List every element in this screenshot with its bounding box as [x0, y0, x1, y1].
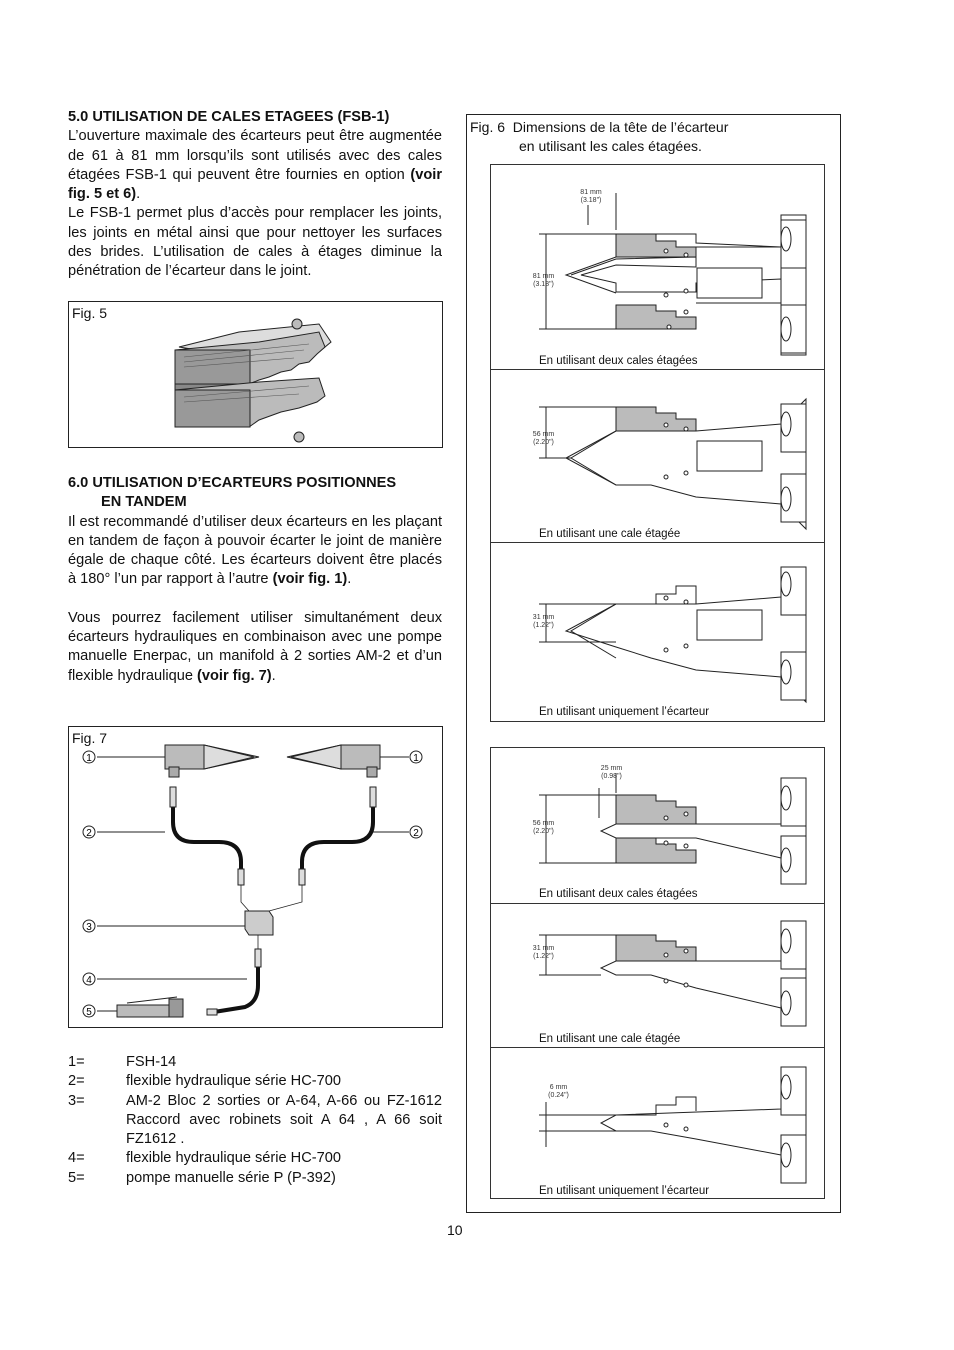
dim-top: 25 mm (0.98"): [600, 765, 623, 780]
section6-paragraph2: Vous pourrez facilement utiliser simultanément deux écarteurs hydrauliques en combinaison avec une pompe manuelle Enerpac, un manifold à 2 sorties AM-2 et d’un flexible hydraulique (voir fig. 7).: [68, 609, 442, 684]
left-column: [68, 108, 442, 282]
dim-side: 31 mm (1.22"): [532, 945, 555, 960]
fig6-panel: [491, 903, 824, 1048]
fig6-group1: [490, 164, 825, 722]
step-block-illustration: [69, 302, 444, 449]
panel-caption: En utilisant une cale étagée: [539, 1033, 681, 1045]
fig7-legend: [68, 1053, 442, 1188]
section5-paragraph1: L’ouverture maximale des écarteurs peut être augmentée de 61 à 81 mm lorsqu’ils sont utilisés avec des cales étagées FSB-1 qui peuvent être fournies en option (voir fig. 5 et 6).: [68, 128, 442, 203]
section5-heading: 5.0 UTILISATION DE CALES ETAGEES (FSB-1): [68, 109, 390, 125]
legend-item: 3= AM-2 Bloc 2 sorties or A-64, A-66 ou FZ-1612 Raccord avec robinets soit A 64 , A 66 soit FZ1612 .: [68, 1092, 442, 1148]
fig6-group2: [490, 747, 825, 1199]
dim-side: 56 mm (2.20"): [532, 820, 555, 835]
fig6-panel: [491, 165, 824, 370]
dim-side: 31 mm (1.22"): [532, 614, 555, 629]
figure-5-label: Fig. 5: [72, 305, 108, 321]
fig6-panel: [491, 542, 824, 721]
figure-7-label: Fig. 7: [72, 730, 108, 746]
legend-item: 1= FSH-14: [68, 1054, 177, 1070]
callout-2-left: 2: [86, 828, 92, 839]
callout-2-right: 2: [413, 828, 419, 839]
spreader-head-no-shim: [491, 542, 824, 721]
legend-item: 2= flexible hydraulique série HC-700: [68, 1073, 341, 1090]
callout-3: 3: [86, 922, 92, 933]
panel-caption: En utilisant deux cales étagées: [539, 355, 698, 367]
fig-reference: (voir fig. 1): [272, 571, 348, 588]
dim-top: 81 mm (3.18"): [580, 189, 602, 204]
fig-reference: (voir fig. 7): [197, 667, 272, 684]
panel-caption: En utilisant uniquement l’écarteur: [539, 1185, 710, 1197]
figure-7: [68, 726, 443, 1028]
spreader-head-one-shim: [491, 369, 824, 542]
figure-5: [68, 301, 443, 448]
callout-4: 4: [86, 975, 92, 986]
dim-side: 56 mm (2.20"): [532, 431, 555, 446]
panel-caption: En utilisant une cale étagée: [539, 528, 681, 540]
panel-caption: En utilisant deux cales étagées: [539, 888, 698, 900]
fig6-panel: [491, 748, 824, 904]
section6-heading: 6.0 UTILISATION D’ECARTEURS POSITIONNES EN TANDEM: [68, 475, 397, 511]
dim-side: 81 mm (3.18"): [532, 273, 555, 288]
spreader-head-two-shims: [491, 165, 824, 369]
legend-item: 5= pompe manuelle série P (P-392): [68, 1169, 336, 1186]
section6: [68, 474, 442, 686]
page-number: 10: [447, 1222, 463, 1238]
section6-paragraph1: Il est recommandé d’utiliser deux écarteurs en les plaçant en tandem de façon à pouvoir écarter le joint de manière égale de chaque côté. Les écarteurs doivent être placés à 180° l’un par rapport à l’autre (voir fig. 1).: [68, 513, 442, 588]
spreader-head-no-shim-closed: [491, 1047, 824, 1198]
callout-5: 5: [86, 1007, 92, 1018]
dim-top: 6 mm (0.24"): [548, 1084, 569, 1099]
legend-item: 4= flexible hydraulique série HC-700: [68, 1150, 341, 1167]
panel-caption: En utilisant uniquement l’écarteur: [539, 706, 710, 718]
callout-1-left: 1: [86, 753, 92, 764]
figure-6-label: Fig. 6: [470, 119, 506, 135]
fig6-panel: [491, 369, 824, 543]
fig-reference: (voir fig. 5 et 6): [68, 166, 442, 203]
spreader-head-one-shim-closed: [491, 903, 824, 1047]
section5-paragraph2: Le FSB-1 permet plus d’accès pour remplacer les joints, les joints en métal ainsi que pour nettoyer les surfaces des brides. L’utilisation de cales à étages diminue la pénétration de l’écarteur dans le joint.: [68, 205, 442, 280]
figure-6-title: Fig. 6 Dimensions de la tête de l’écarteur en utilisant les cales étagées.: [470, 119, 729, 154]
callout-1-right: 1: [413, 753, 419, 764]
fig6-panel: [491, 1047, 824, 1198]
tandem-connection-diagram: [69, 727, 444, 1029]
